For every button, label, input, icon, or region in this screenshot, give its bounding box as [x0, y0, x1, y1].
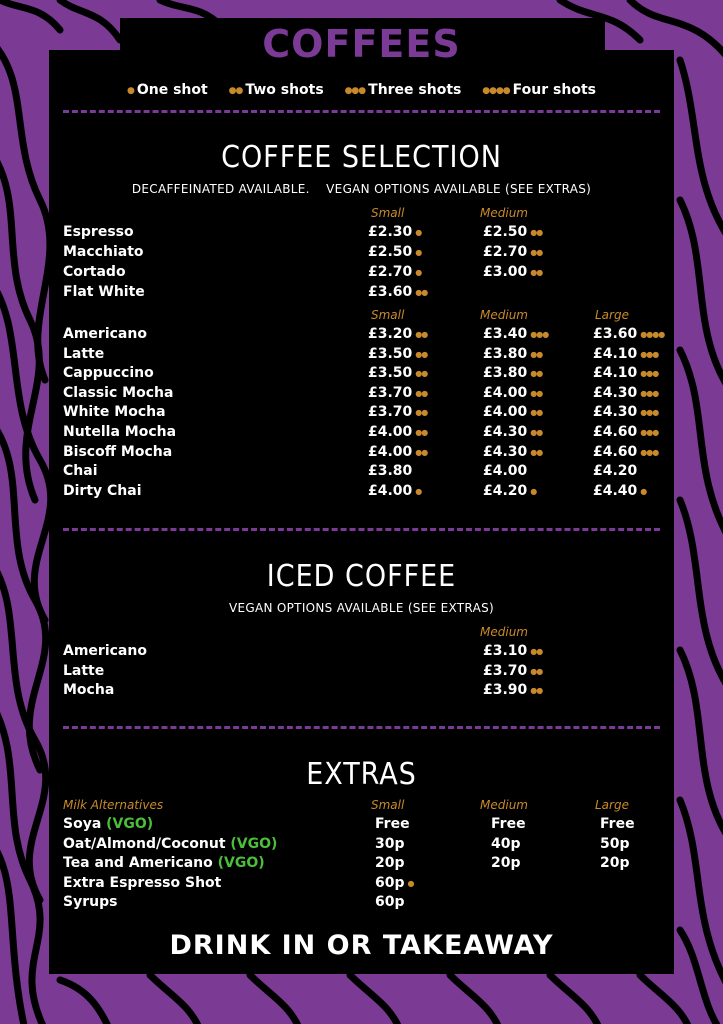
price-small: [368, 264, 421, 280]
col-header-medium: Medium: [480, 308, 528, 322]
price-medium: [483, 326, 548, 342]
bean-icon: ●●: [530, 369, 543, 379]
price-large: [593, 346, 658, 362]
price-value: £2.50: [483, 224, 528, 240]
menu-item-name: [63, 346, 104, 362]
price-medium: [483, 483, 536, 499]
bean-icon: ●: [127, 86, 134, 96]
price-small: [368, 463, 415, 479]
price-value: £4.00: [368, 482, 413, 499]
bean-icon: ●●: [415, 349, 428, 359]
legend-three-shots: ●●● Three shots: [344, 82, 462, 98]
price-value: £4.00: [483, 384, 528, 401]
price-value: £3.70: [368, 404, 413, 421]
bean-icon: ●●: [415, 408, 428, 418]
bean-icon: ●●●: [640, 349, 659, 359]
menu-item-name: [63, 836, 277, 852]
price-medium: [483, 444, 542, 460]
col-header-medium: Medium: [480, 206, 528, 220]
col-header-medium: Medium: [480, 798, 528, 812]
bean-icon: ●●●: [640, 408, 659, 418]
price-medium: [483, 385, 542, 401]
price-value: £3.60: [368, 284, 413, 300]
bean-icon: ●●: [530, 228, 543, 237]
item-label: Dirty Chai: [63, 482, 142, 499]
price-value: £4.10: [593, 345, 638, 362]
item-label: Latte: [63, 662, 105, 679]
section-heading-iced-coffee: ICED COFFEE: [266, 559, 457, 594]
item-label: Mocha: [63, 682, 115, 699]
item-label: Cappuccino: [63, 365, 154, 382]
bean-icon: ●: [415, 486, 422, 496]
price-value: £4.60: [593, 424, 638, 440]
price-small: [375, 836, 408, 852]
item-label: Chai: [63, 463, 98, 480]
item-label: Nutella Mocha: [63, 424, 177, 440]
footer-text: DRINK IN OR TAKEAWAY: [169, 930, 554, 961]
section-heading-coffee-selection: COFFEE SELECTION: [221, 140, 502, 175]
price-value: £4.00: [483, 404, 528, 421]
price-value: £3.70: [483, 662, 528, 679]
price-value: £4.40: [593, 482, 638, 499]
menu-item-name: [63, 404, 166, 420]
price-small: [375, 816, 413, 832]
legend-four-shots: ●●●● Four shots: [482, 82, 596, 98]
divider: [63, 726, 660, 729]
page-title: COFFEES: [262, 22, 461, 66]
item-label: Espresso: [63, 224, 134, 240]
item-label: Flat White: [63, 284, 145, 300]
price-large: [593, 385, 658, 401]
item-label: Syrups: [63, 894, 118, 911]
menu-item-name: [63, 894, 117, 910]
price-medium: [483, 284, 486, 300]
menu-item-name: [63, 463, 98, 479]
price-value: £3.90: [483, 682, 528, 699]
bean-icon: ●●: [530, 666, 543, 676]
price-small: [368, 444, 427, 460]
price-value: £3.80: [483, 365, 528, 382]
item-label: Biscoff Mocha: [63, 443, 173, 460]
item-label: White Mocha: [63, 404, 166, 421]
price-value: £4.00: [483, 463, 528, 480]
menu-item-name: [63, 643, 147, 659]
menu-item-name: [63, 326, 147, 342]
price-value: £3.00: [483, 264, 528, 280]
bean-icon: ●●●: [530, 330, 549, 339]
price-large: [593, 326, 664, 342]
item-label: Latte: [63, 345, 105, 362]
item-label: Tea and Americano: [63, 855, 213, 872]
item-label: Oat/Almond/Coconut: [63, 835, 226, 852]
price-value: £3.50: [368, 345, 413, 362]
price-value: 20p: [375, 855, 405, 872]
bean-icon: ●: [640, 486, 647, 496]
bean-icon: ●●: [530, 268, 543, 277]
bean-icon: ●: [415, 268, 422, 277]
bean-icon: ●●●: [344, 86, 366, 96]
bean-icon: ●●: [530, 388, 543, 398]
price-value: £3.70: [368, 384, 413, 401]
price-medium: [483, 404, 542, 420]
price-value: £3.60: [593, 326, 638, 342]
price-value: £4.20: [483, 482, 528, 499]
section-heading-extras: EXTRAS: [306, 757, 417, 792]
price-value: £4.00: [368, 424, 413, 440]
price-medium: [483, 244, 542, 260]
bean-icon: ●: [415, 228, 422, 237]
price-large: [600, 836, 630, 852]
price-value: £4.20: [593, 463, 638, 480]
menu-item-name: [63, 365, 154, 381]
price-medium: [491, 816, 526, 832]
price-value: 20p: [491, 855, 521, 872]
menu-item-name: [63, 264, 126, 280]
bean-icon: ●●: [530, 447, 543, 457]
divider: [63, 528, 660, 531]
price-small: [368, 404, 427, 420]
price-small: [368, 244, 421, 260]
bean-icon: ●●: [228, 86, 243, 96]
price-small: [368, 424, 427, 440]
bean-icon: ●●: [415, 428, 428, 437]
price-medium: [483, 643, 542, 659]
price-value: £3.80: [368, 463, 413, 480]
price-large: [593, 463, 640, 479]
price-medium: [483, 264, 542, 280]
price-large: [600, 816, 635, 832]
menu-item-name: [63, 244, 144, 260]
price-value: 50p: [600, 835, 630, 852]
item-label: Extra Espresso Shot: [63, 874, 222, 891]
price-value: 20p: [600, 855, 630, 872]
price-large: [593, 365, 658, 381]
price-medium: [491, 836, 521, 852]
bean-icon: ●: [530, 486, 537, 496]
bean-icon: ●: [407, 878, 414, 888]
item-label: Americano: [63, 326, 147, 342]
menu-item-name: [63, 424, 176, 440]
price-large: [593, 424, 658, 440]
price-value: £3.20: [368, 326, 413, 342]
price-value: £3.10: [483, 643, 528, 659]
price-small: [368, 365, 427, 381]
bean-icon: ●●●●: [482, 86, 510, 96]
price-value: £3.80: [483, 345, 528, 362]
bean-icon: ●●: [530, 408, 543, 418]
menu-item-name: [63, 663, 104, 679]
price-small: [375, 855, 408, 871]
legend-two-shots: ●● Two shots: [228, 82, 324, 98]
menu-item-name: [63, 385, 173, 401]
item-label: Soya: [63, 816, 102, 832]
price-medium: [483, 682, 542, 698]
price-value: £2.70: [368, 264, 413, 280]
price-value: £4.30: [593, 384, 638, 401]
price-value: £4.00: [368, 443, 413, 460]
price-medium: [483, 365, 542, 381]
price-small: [368, 326, 427, 342]
price-medium: [483, 424, 542, 440]
bean-icon: ●●●: [640, 388, 659, 398]
price-value: £4.30: [593, 404, 638, 421]
price-medium: [483, 463, 530, 479]
price-large: [593, 483, 646, 499]
item-label: Americano: [63, 643, 147, 659]
price-value: £2.50: [368, 244, 413, 260]
bean-icon: ●●: [415, 447, 428, 457]
price-medium: [483, 663, 542, 679]
price-medium: [491, 855, 521, 871]
vegan-tag: (VGO): [230, 835, 278, 852]
bean-icon: ●●●: [640, 447, 659, 457]
bean-icon: ●: [415, 248, 422, 257]
price-large: [593, 444, 658, 460]
col-header-large: Large: [595, 798, 629, 812]
menu-item-name: [63, 444, 172, 460]
price-value: 40p: [491, 835, 521, 852]
price-small: [368, 346, 427, 362]
price-value: Free: [491, 816, 526, 832]
col-header-small: Small: [371, 798, 405, 812]
price-value: £4.60: [593, 443, 638, 460]
price-value: Free: [600, 816, 635, 832]
menu-item-name: [63, 855, 265, 871]
price-value: 60p: [375, 874, 405, 891]
menu-item-name: [63, 816, 153, 832]
bean-icon: ●●: [530, 349, 543, 359]
item-label: Cortado: [63, 264, 126, 280]
menu-item-name: [63, 875, 221, 891]
price-value: £3.40: [483, 326, 528, 342]
bean-icon: ●●●●: [640, 330, 665, 339]
item-label: Classic Mocha: [63, 384, 174, 401]
price-medium: [483, 224, 542, 240]
price-value: £2.70: [483, 244, 528, 260]
price-small: [375, 894, 408, 910]
price-small: [368, 224, 421, 240]
price-value: £4.30: [483, 424, 528, 440]
bean-icon: ●●: [415, 388, 428, 398]
price-value: 30p: [375, 835, 405, 852]
col-header-milk-alternatives: Milk Alternatives: [63, 798, 164, 812]
bean-icon: ●●: [530, 428, 543, 437]
legend-one-shot: ● One shot: [127, 82, 208, 98]
menu-item-name: [63, 284, 145, 300]
price-value: £3.50: [368, 365, 413, 382]
col-header-large: Large: [595, 308, 629, 322]
price-small: [368, 385, 427, 401]
bean-icon: ●●: [530, 647, 543, 656]
price-value: Free: [375, 816, 410, 832]
menu-item-name: [63, 483, 142, 499]
menu-item-name: [63, 224, 134, 240]
section-subheading-iced-coffee: VEGAN OPTIONS AVAILABLE (SEE EXTRAS): [229, 601, 494, 615]
menu-item-name: [63, 682, 114, 698]
bean-icon: ●●: [530, 686, 543, 696]
item-label: Macchiato: [63, 244, 144, 260]
price-large: [600, 855, 630, 871]
bean-icon: ●●●: [640, 369, 659, 379]
vegan-tag: (VGO): [217, 855, 265, 872]
price-value: £4.10: [593, 365, 638, 382]
section-subheading-coffee-selection: DECAFFEINATED AVAILABLE. VEGAN OPTIONS AVAILABLE (SEE EXTRAS): [131, 182, 592, 196]
price-small: [375, 875, 414, 891]
bean-icon: ●●: [415, 369, 428, 379]
bean-icon: ●●: [415, 330, 428, 339]
price-value: 60p: [375, 894, 405, 911]
price-small: [368, 483, 421, 499]
col-header-medium: Medium: [480, 625, 528, 639]
vegan-tag: (VGO): [106, 816, 154, 832]
price-large: [593, 404, 658, 420]
price-value: £4.30: [483, 443, 528, 460]
price-medium: [483, 346, 542, 362]
bean-icon: ●●: [530, 248, 543, 257]
col-header-small: Small: [371, 308, 405, 322]
divider: [63, 110, 660, 113]
bean-icon: ●●●: [640, 428, 659, 437]
col-header-small: Small: [371, 206, 405, 220]
price-small: [368, 284, 427, 300]
price-value: £2.30: [368, 224, 413, 240]
shot-legend: [0, 82, 723, 98]
bean-icon: ●●: [415, 288, 428, 297]
